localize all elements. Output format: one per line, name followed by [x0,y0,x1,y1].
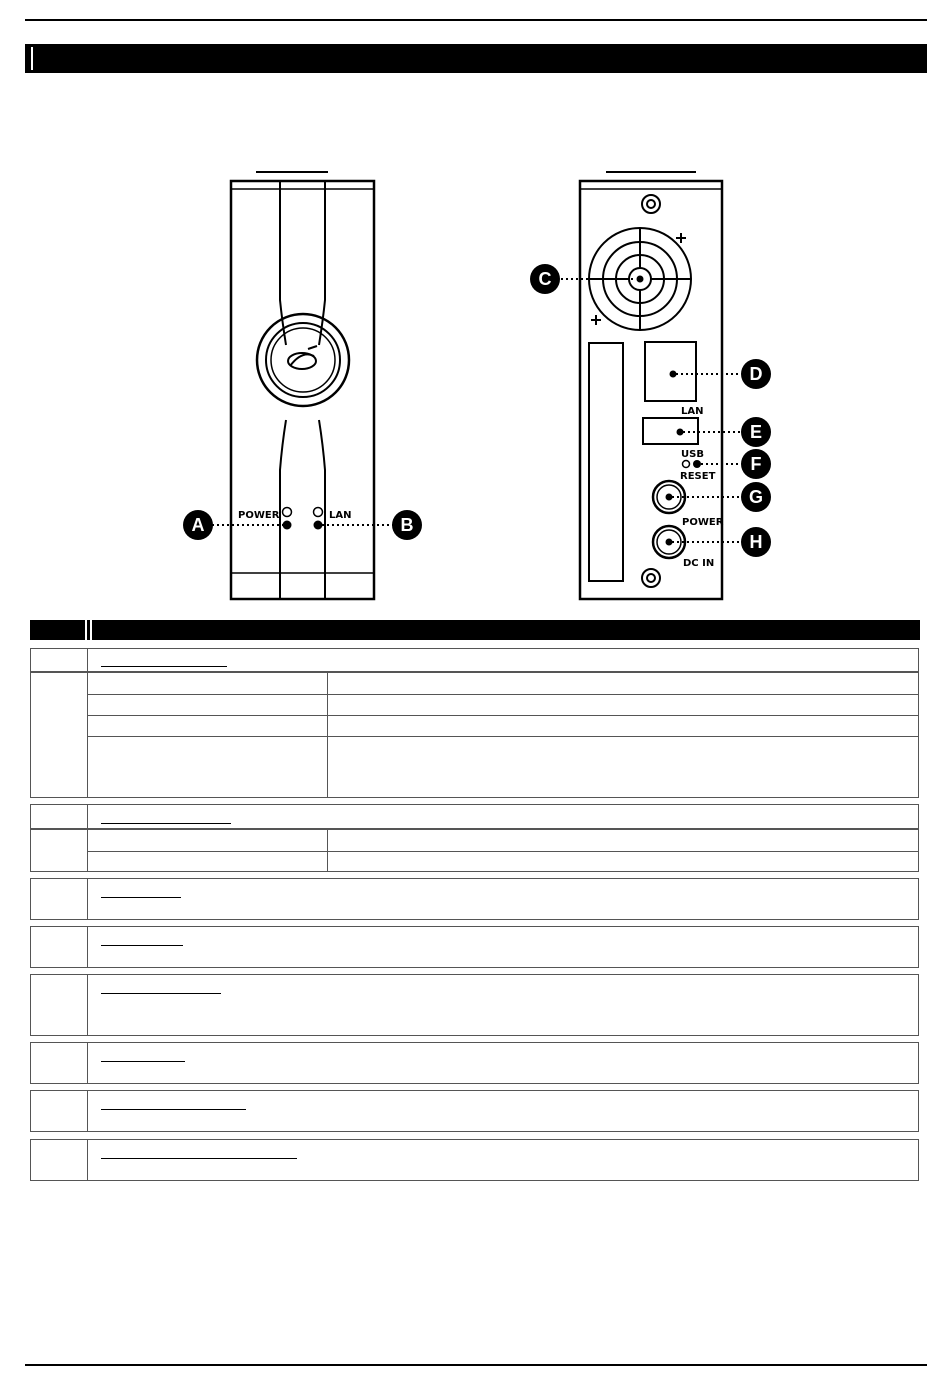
reset-hole-icon [683,461,690,468]
table-block-f [30,1042,919,1084]
usb-label: USB [681,449,704,460]
reset-label: RESET [680,471,716,482]
callout-f-letter: F [750,454,762,474]
table-block-e [30,974,919,1036]
lan-port-icon [645,342,696,401]
callout-a-letter: A [191,515,205,535]
table-row [87,851,918,871]
back-power-label: POWER [682,517,724,528]
table-block-a-heading [30,648,919,672]
front-power-label: POWER [238,510,280,521]
callout-g-letter: G [748,487,764,507]
callout-h-letter: H [749,532,763,552]
callout-e-letter: E [749,422,763,442]
table-block-b-rows [30,829,919,872]
table-block-h [30,1139,919,1181]
bottom-rule [25,1364,927,1366]
back-lan-label: LAN [681,406,704,417]
callout-b-letter: B [400,515,414,535]
device-figure [0,0,950,610]
front-lan-label: LAN [329,510,352,521]
table-header-bar [30,620,920,640]
table-row [87,673,918,695]
table-block-b-heading [30,804,919,829]
front-logo-icon [288,346,317,369]
table-row [87,694,918,716]
table-row [87,830,918,852]
callout-d-letter: D [749,364,763,384]
table-block-c [30,878,919,920]
table-row [87,715,918,737]
lan-led-icon [314,508,323,517]
table-block-a-rows [30,672,919,798]
front-view-device [231,181,374,599]
table-block-d [30,926,919,968]
dc-in-label: DC IN [683,558,715,569]
table-block-g [30,1090,919,1132]
table-row [87,736,918,797]
power-led-icon [283,508,292,517]
callout-c-letter: C [538,269,552,289]
